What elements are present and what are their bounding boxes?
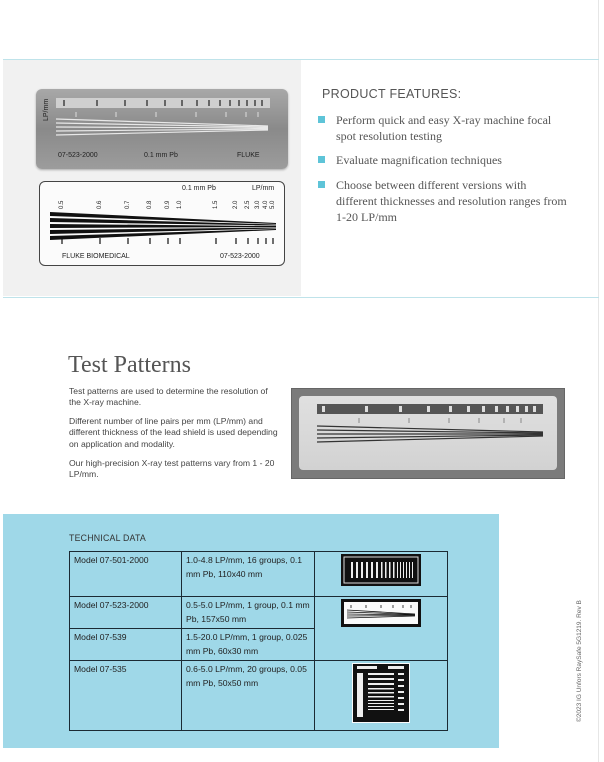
white-plate-brand: FLUKE BIOMEDICAL: [62, 253, 130, 260]
bullet-icon: [318, 181, 325, 188]
feature-item: [318, 112, 568, 144]
white-plate-unit: LP/mm: [252, 185, 275, 192]
bullet-icon: [318, 116, 325, 123]
product-thumbnail-cell: [315, 552, 448, 597]
spec-cell: 0.6-5.0 LP/mm, 20 groups, 0.05 mm Pb, 50x50 mm: [182, 661, 315, 731]
gray-plate-brand: FLUKE: [237, 152, 260, 159]
feature-text: Evaluate magnification techniques: [336, 153, 502, 167]
page-edge: [598, 0, 599, 762]
model-cell: Model 07-539: [70, 629, 182, 661]
scale-value-label: 1.0: [177, 200, 183, 209]
scale-value-label: 3.0: [255, 200, 261, 209]
feature-text: Perform quick and easy X-ray machine focal spot resolution testing: [336, 113, 552, 143]
scale-value-label: 0.8: [147, 200, 153, 209]
scale-value-label: 0.5: [59, 200, 65, 209]
white-plate-pattern: [40, 182, 283, 264]
scale-value-label: 2.5: [245, 200, 251, 209]
gray-plate-model: 07-523-2000: [58, 152, 98, 159]
test-patterns-paragraph: Different number of line pairs per mm (LP/mm) and different thickness of the lead shield is used depending on application and modality.: [69, 416, 278, 449]
technical-data-title: TECHNICAL DATA: [69, 533, 146, 543]
thumbnail-07-523: [341, 599, 421, 627]
feature-item: [318, 152, 568, 168]
model-cell: Model 07-501-2000: [70, 552, 182, 597]
copyright-notice: ©2023 IG Unfors RaySafe 5G1219. Rev B: [576, 600, 583, 722]
feature-item: [318, 177, 568, 225]
product-thumbnail-cell: [315, 597, 448, 661]
test-patterns-title: Test Patterns: [68, 352, 191, 378]
white-plate-model: 07-523-2000: [220, 253, 260, 260]
test-patterns-paragraph: Test patterns are used to determine the resolution of the X-ray machine.: [69, 386, 268, 408]
feature-text: Choose between different versions with different thicknesses and resolution ranges from 1-20 LP/mm: [336, 178, 567, 224]
test-patterns-paragraph: Our high-precision X-ray test patterns vary from 1 - 20 LP/mm.: [69, 458, 275, 480]
thumbnail-07-535: [352, 663, 410, 723]
technical-data-table: [69, 551, 448, 731]
scale-value-label: 1.5: [213, 200, 219, 209]
scale-value-label: 0.9: [165, 200, 171, 209]
thumbnail-07-501: [341, 554, 421, 586]
divider-middle: [3, 297, 599, 298]
model-cell: Model 07-535: [70, 661, 182, 731]
test-pattern-photo: [291, 388, 565, 479]
scale-value-label: 2.0: [233, 200, 239, 209]
spec-cell: 0.5-5.0 LP/mm, 1 group, 0.1 mm Pb, 157x50 mm: [182, 597, 315, 629]
scale-value-label: 0.6: [97, 200, 103, 209]
scale-value-label: 0.7: [125, 200, 131, 209]
table-row: [70, 661, 448, 731]
spec-cell: 1.0-4.8 LP/mm, 16 groups, 0.1 mm Pb, 110x40 mm: [182, 552, 315, 597]
gray-test-plate: [36, 89, 288, 169]
white-plate-thickness: 0.1 mm Pb: [182, 185, 216, 192]
gray-plate-side-label: LP/mm: [43, 98, 50, 121]
scale-value-label: 5.0: [270, 200, 276, 209]
features-title: PRODUCT FEATURES:: [322, 87, 462, 101]
model-cell: Model 07-523-2000: [70, 597, 182, 629]
white-test-plate: [39, 181, 285, 266]
table-row: [70, 552, 448, 597]
bullet-icon: [318, 156, 325, 163]
gray-plate-thickness: 0.1 mm Pb: [144, 152, 178, 159]
product-thumbnail-cell: [315, 661, 448, 731]
spec-cell: 1.5-20.0 LP/mm, 1 group, 0.025 mm Pb, 60x30 mm: [182, 629, 315, 661]
table-row: [70, 597, 448, 629]
scale-value-label: 4.0: [263, 200, 269, 209]
